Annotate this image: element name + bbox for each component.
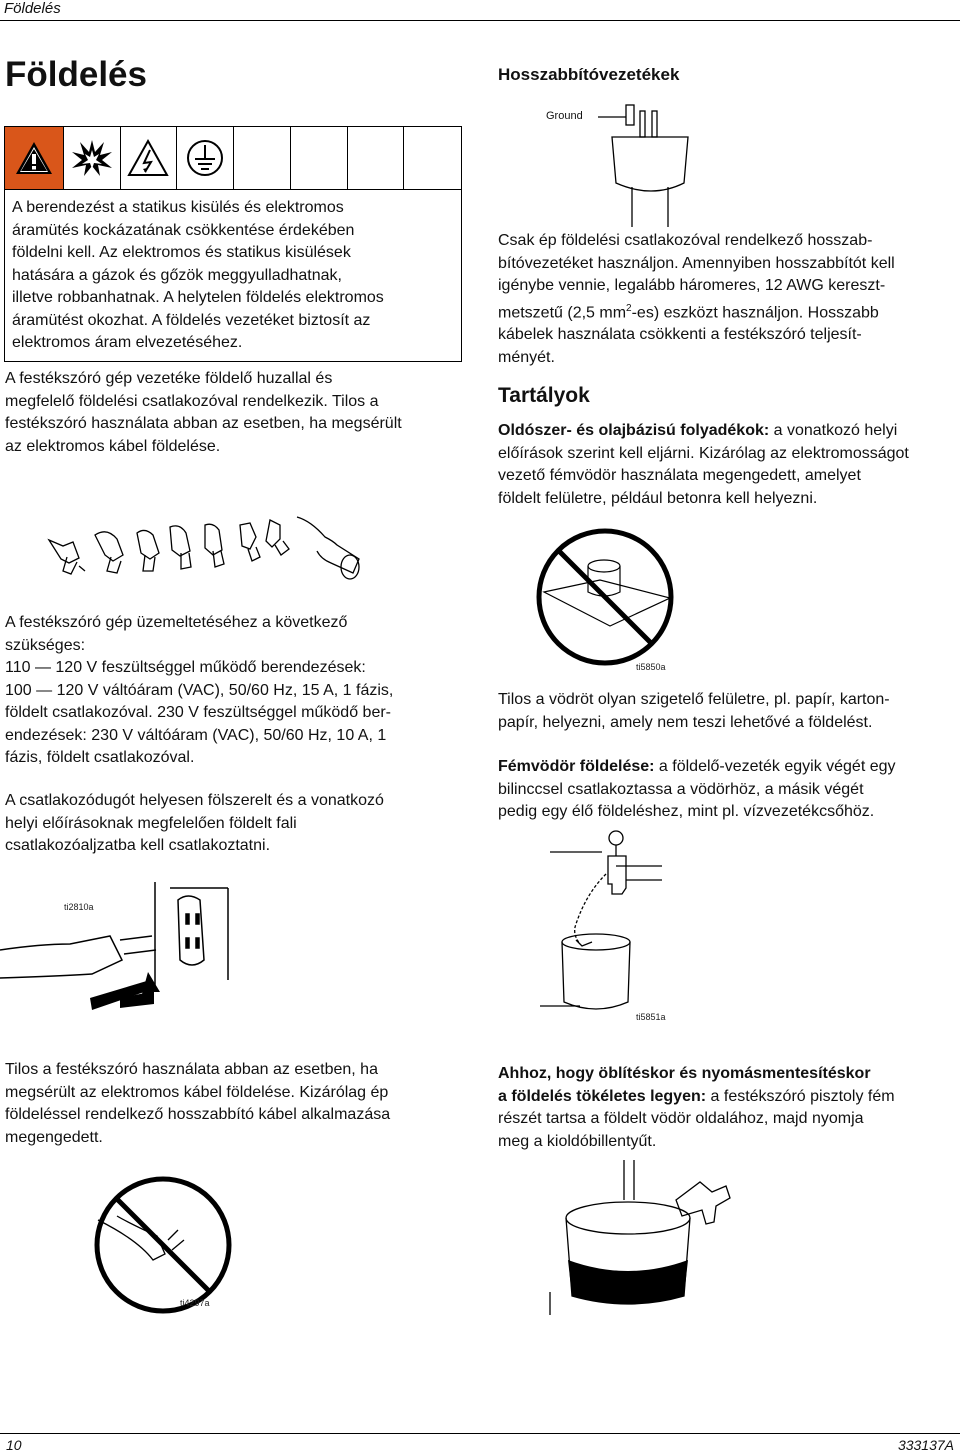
plug-types-illustration [45,515,375,595]
outlet-paragraph: A csatlakozódugót helyesen fölszerelt és a vonatkozó helyi előírásoknak megfelelően földelt fali csatlakozóaljzatba kell csatlakoztatni. [5,792,384,854]
page-title: Földelés [5,55,147,94]
cord-paragraph: A festékszóró gép vezetéke földelő huzallal és megfelelő földelési csatlakozóval rendelkezik. Tilos a festékszóró használata abban az esetben, ha megsérült az elektromos kábel földelése. [5,370,402,455]
header-rule [0,20,960,21]
containers-heading: Tartályok [498,384,590,407]
figure-label: ti2810a [64,902,94,912]
footer-rule [0,1433,960,1434]
power-requirements-paragraph: A festékszóró gép üzemeltetéséhez a következő szükséges: 110 — 120 V feszültséggel működő berendezések: 100 — 120 V váltóáram (VAC), 50/60 Hz, 15 A, 1 fázis, földelt csatlakozóval. 230 V feszültséggel működő ber- endezések: 230 V váltóáram (VAC), 50/60 Hz, 10 A, 1 fázis, földelt csatlakozóval. [5,614,394,766]
empty-icon-cell [234,127,291,189]
empty-icon-cell [348,127,405,189]
document-number: 333137A [897,1437,954,1453]
warning-icons-row [5,127,461,190]
warning-text: A berendezést a statikus kisülés és elektromos áramütés kockázatának csökkentése érdekében földelni kell. Az elektromos és statikus kisülések hatására a gázok és gőzök meggyulladhatnak, illetve robbanhatnak. A helytelen földelés elektromos áramütést okozhat. A földelés vezetéket biztosít az elektromos áram elvezetéséhez. [12,199,384,351]
running-header: Földelés [4,0,61,17]
flushing-paragraph: Ahhoz, hogy öblítéskor és nyomásmentesítéskor a földelés tökéletes legyen: a festékszóró pisztoly fém részét tartsa a földelt vödör oldalához, majd nyomja meg a kioldóbillentyűt. [498,1065,895,1150]
no-damaged-plug-figure [88,1170,238,1325]
explosion-icon [64,127,121,189]
insulated-surface-paragraph: Tilos a vödröt olyan szigetelő felületre, pl. papír, karton- papír, helyezni, amely nem teszi lehetővé a földelést. [498,691,890,731]
extension-cord-heading: Hosszabbítóvezetékek [498,65,680,84]
empty-icon-cell [404,127,461,189]
ground-label: Ground [546,110,583,122]
warning-triangle-icon [5,127,64,189]
page-number: 10 [6,1437,22,1453]
outlet-figure [0,880,240,1025]
metal-bucket-paragraph: Fémvödör földelése: a földelő-vezeték egyik végét egy bilinccsel csatlakoztassa a vödörhöz, a másik végét pedig egy élő földeléshez, mint pl. vízvezetékcsőhöz. [498,758,896,820]
figure-label: ti5851a [636,1012,666,1022]
damaged-cord-paragraph: Tilos a festékszóró használata abban az esetben, ha megsérült az elektromos kábel földelése. Kizárólag ép földeléssel rendelkező hosszabbító kábel alkalmazása megengedett. [5,1061,391,1146]
electric-shock-icon [121,127,178,189]
warning-box [4,126,462,362]
ground-symbol-icon [177,127,234,189]
figure-label: ti5850a [636,662,666,672]
empty-icon-cell [291,127,348,189]
bucket-clamp-figure [540,830,670,1025]
figure-label: ti4297a [180,1298,210,1308]
no-insulated-bucket-figure [530,522,680,677]
extension-paragraph: Csak ép földelési csatlakozóval rendelkező hosszab- bítóvezetéket használjon. Amennyiben hosszabbítót kell igénybe vennie, legalább háromeres, 12 AWG kereszt- metszetű (2,5 $mm^2-es$) eszközt használjon. Hosszabb kábelek használata csökkenti a festékszóró teljesít- ményét. [498,232,895,366]
containers-paragraph: Oldószer- és olajbázisú folyadékok: a vonatkozó helyi előírások szerint kell eljárni. Kizárólag az elektromosságot vezető fémvödör használata megengedett, amelyet földelt felületre, például betonra kell helyezni. [498,422,909,507]
spray-gun-bucket-figure [550,1160,730,1320]
